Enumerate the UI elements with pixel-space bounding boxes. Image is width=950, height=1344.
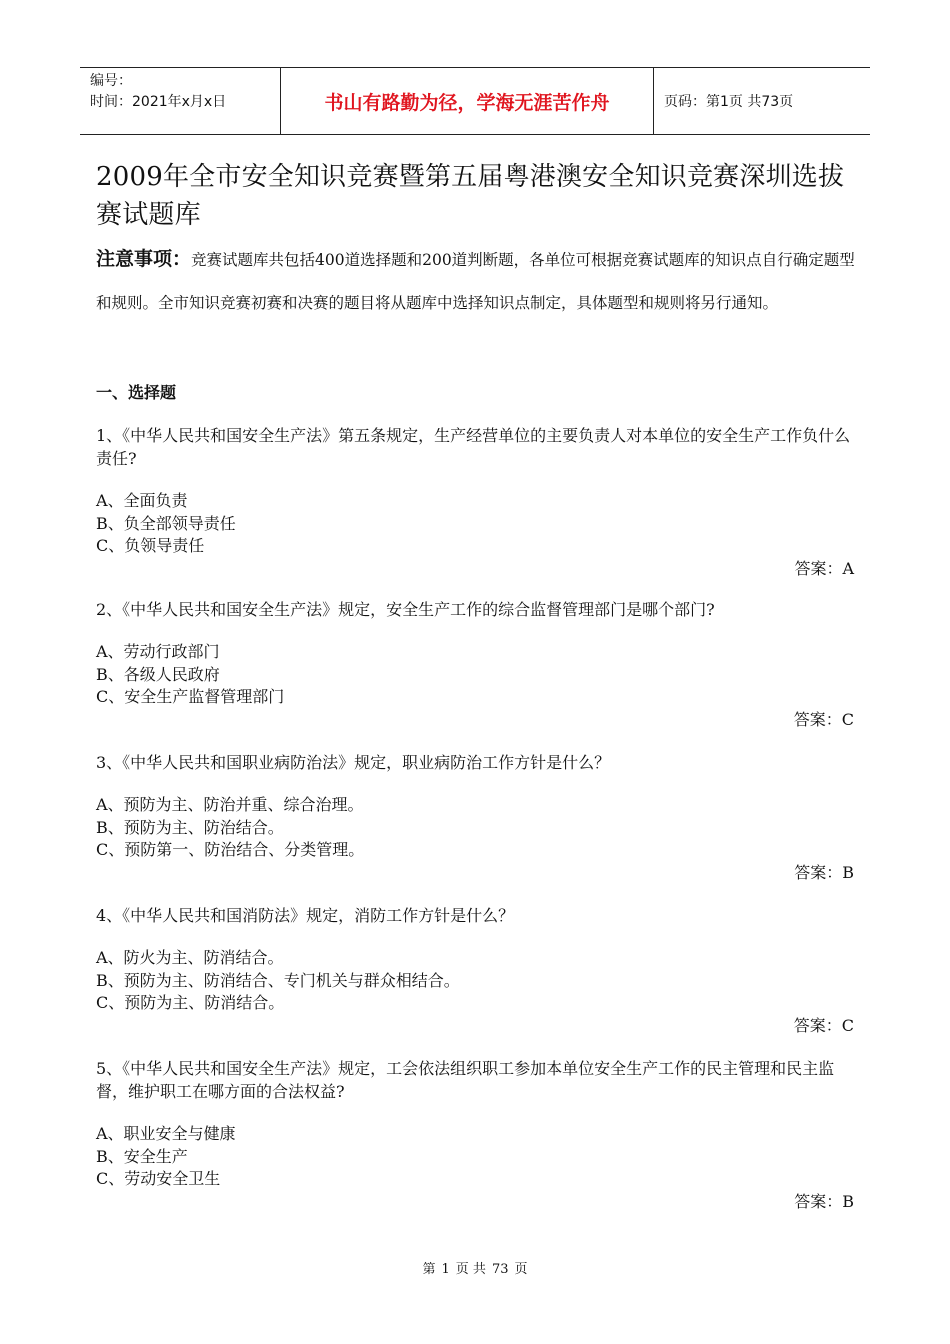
notice-label: 注意事项： [96, 248, 192, 270]
question-options [96, 490, 856, 558]
question-options [96, 794, 856, 862]
question [96, 751, 856, 884]
option: B、负全部领导责任 [96, 513, 236, 533]
document-title: 2009年全市安全知识竞赛暨第五届粤港澳安全知识竞赛深圳选拔赛试题库 [96, 162, 845, 230]
question [96, 904, 856, 1037]
question-stem: 4、《中华人民共和国消防法》规定，消防工作方针是什么？ [96, 906, 515, 925]
footer-prefix: 第 [422, 1262, 436, 1277]
answer: 答案：C [793, 1015, 854, 1035]
answer: 答案：B [794, 862, 854, 882]
notice-text: 竞赛试题库共包括400道选择题和200道判断题，各单位可根据竞赛试题库的知识点自行确定题型和规则。全市知识竞赛初赛和决赛的题目将从题库中选择知识点制定，具体题型和规则将另行通知。 [96, 251, 855, 312]
option: A、防火为主、防消结合。 [96, 948, 284, 967]
time-label: 时间：2021年x月x日 [90, 94, 227, 110]
footer-middle: 页 共 [455, 1262, 486, 1277]
option: B、预防为主、防治结合。 [96, 817, 284, 837]
header-motto: 书山有路勤为径，学海无涯苦作舟 [281, 68, 654, 134]
page-footer [0, 1258, 950, 1277]
question-options [96, 641, 856, 709]
option: B、各级人民政府 [96, 664, 220, 684]
option: A、预防为主、防治并重、综合治理。 [96, 795, 364, 814]
question [96, 598, 856, 731]
question-options [96, 947, 856, 1015]
option: C、负领导责任 [96, 536, 205, 555]
answer: 答案：A [794, 558, 854, 578]
notice-paragraph [96, 238, 856, 325]
header-table [80, 67, 870, 135]
option: C、劳动安全卫生 [96, 1169, 221, 1188]
option: C、预防为主、防消结合。 [96, 993, 285, 1012]
footer-total-pages: 73 [491, 1262, 509, 1277]
option: B、预防为主、防消结合、专门机关与群众相结合。 [96, 970, 460, 990]
answer: 答案：B [794, 1191, 854, 1211]
answer: 答案：C [793, 709, 854, 729]
header-page-code: 页码：第1页 共73页 [664, 94, 794, 110]
question-stem: 5、《中华人民共和国安全生产法》规定，工会依法组织职工参加本单位安全生产工作的民主管理和民主监督，维护职工在哪方面的合法权益? [96, 1059, 835, 1101]
option: C、安全生产监督管理部门 [96, 687, 285, 706]
footer-suffix: 页 [514, 1262, 528, 1277]
option: A、全面负责 [96, 491, 188, 510]
question-stem: 1、《中华人民共和国安全生产法》第五条规定，生产经营单位的主要负责人对本单位的安全生产工作负什么责任? [96, 426, 851, 468]
option: A、劳动行政部门 [96, 642, 220, 661]
option: B、安全生产 [96, 1146, 188, 1166]
question-options [96, 1123, 856, 1191]
option: A、职业安全与健康 [96, 1124, 236, 1143]
header-meta [80, 68, 281, 134]
question-stem: 3、《中华人民共和国职业病防治法》规定，职业病防治工作方针是什么？ [96, 753, 611, 772]
question [96, 1057, 856, 1213]
option: C、预防第一、防治结合、分类管理。 [96, 840, 365, 859]
question [96, 424, 856, 580]
number-label: 编号： [90, 73, 132, 89]
section-title: 一、选择题 [96, 383, 177, 402]
footer-page-number: 1 [441, 1262, 450, 1277]
question-stem: 2、《中华人民共和国安全生产法》规定，安全生产工作的综合监督管理部门是哪个部门? [96, 600, 715, 619]
